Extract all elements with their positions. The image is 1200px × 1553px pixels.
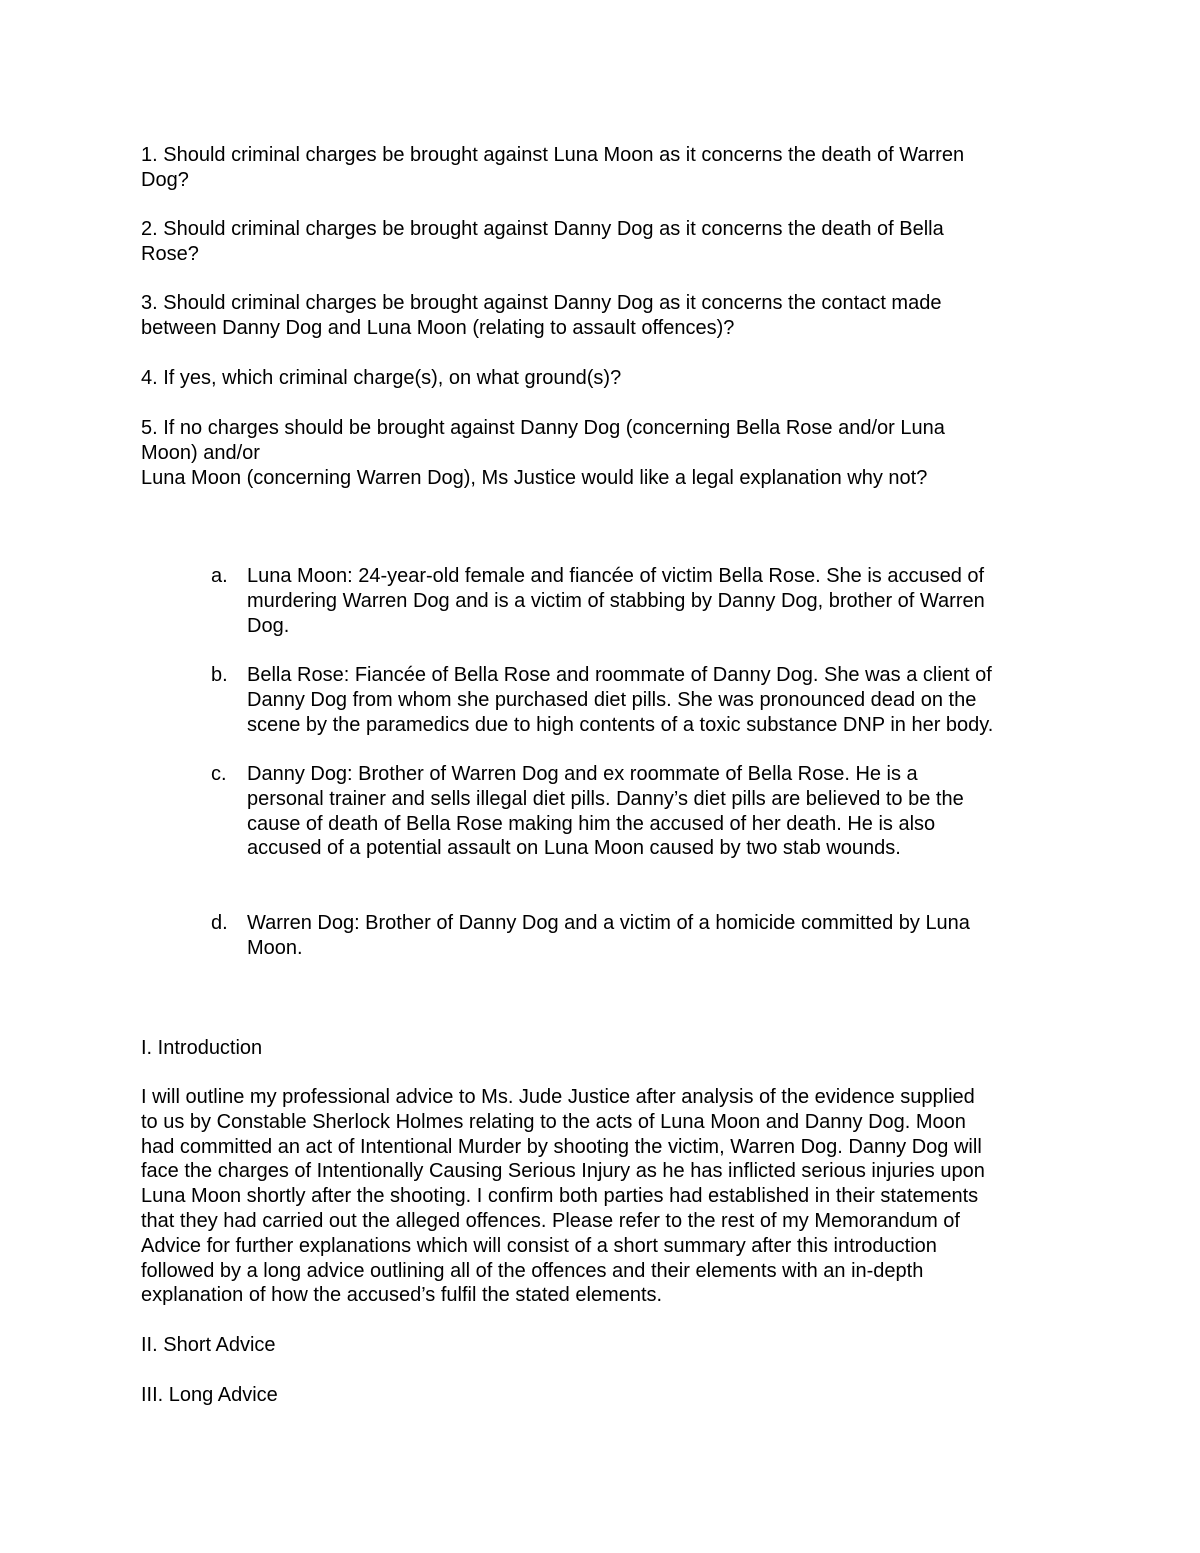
list-marker: c.: [211, 763, 227, 785]
party-description: Danny Dog: Brother of Warren Dog and ex roommate of Bella Rose. He is a personal trainer and sells illegal diet pills. Danny’s diet pills are believed to be the cause of death of Bella Rose making him the accused of her death. He is also accused of a potential assault on Luna Moon caused by two stab wounds.: [247, 763, 964, 860]
party-list-item-luna-moon: [211, 564, 1071, 638]
party-list-item-bella-rose: [211, 663, 1071, 737]
question-4: 4. If yes, which criminal charge(s), on what ground(s)?: [141, 367, 622, 389]
party-description: Bella Rose: Fiancée of Bella Rose and roommate of Danny Dog. She was a client of Danny Dog from whom she purchased diet pills. She was pronounced dead on the scene by the paramedics due to high contents of a toxic substance DNP in her body.: [247, 664, 994, 736]
introduction-heading: I. Introduction: [141, 1037, 263, 1059]
question-3: 3. Should criminal charges be brought against Danny Dog as it concerns the contact made between Danny Dog and Luna Moon (relating to assault offences)?: [141, 292, 942, 339]
list-marker: a.: [211, 565, 228, 587]
introduction-paragraph: I will outline my professional advice to Ms. Jude Justice after analysis of the evidence supplied to us by Constable Sherlock Holmes relating to the acts of Luna Moon and Danny Dog. Moon had committed an act of Intentional Murder by shooting the victim, Warren Dog. Danny Dog will face the charges of Intentionally Causing Serious Injury as he has inflicted serious injuries upon Luna Moon shortly after the shooting. I confirm both parties had established in their statements that they had carried out the alleged offences. Please refer to the rest of my Memorandum of Advice for further explanations which will consist of a short summary after this introduction followed by a long advice outlining all of the offences and their elements with an in-depth explanation of how the accused’s fulfil the stated elements.: [141, 1086, 985, 1307]
list-marker: b.: [211, 664, 228, 686]
party-description: Warren Dog: Brother of Danny Dog and a victim of a homicide committed by Luna Moon.: [247, 912, 970, 959]
question-5: 5. If no charges should be brought against Danny Dog (concerning Bella Rose and/or Luna Moon) and/or Luna Moon (concerning Warren Dog), Ms Justice would like a legal explanation why not?: [141, 417, 945, 489]
question-1: 1. Should criminal charges be brought against Luna Moon as it concerns the death of Warren Dog?: [141, 144, 965, 191]
short-advice-heading: II. Short Advice: [141, 1334, 276, 1356]
long-advice-heading: III. Long Advice: [141, 1384, 278, 1406]
party-list-item-warren-dog: [211, 911, 1071, 961]
list-marker: d.: [211, 912, 228, 934]
question-2: 2. Should criminal charges be brought against Danny Dog as it concerns the death of Bella Rose?: [141, 218, 944, 265]
party-description: Luna Moon: 24-year-old female and fiancée of victim Bella Rose. She is accused of murdering Warren Dog and is a victim of stabbing by Danny Dog, brother of Warren Dog.: [247, 565, 985, 637]
party-list-item-danny-dog: [211, 762, 1071, 861]
